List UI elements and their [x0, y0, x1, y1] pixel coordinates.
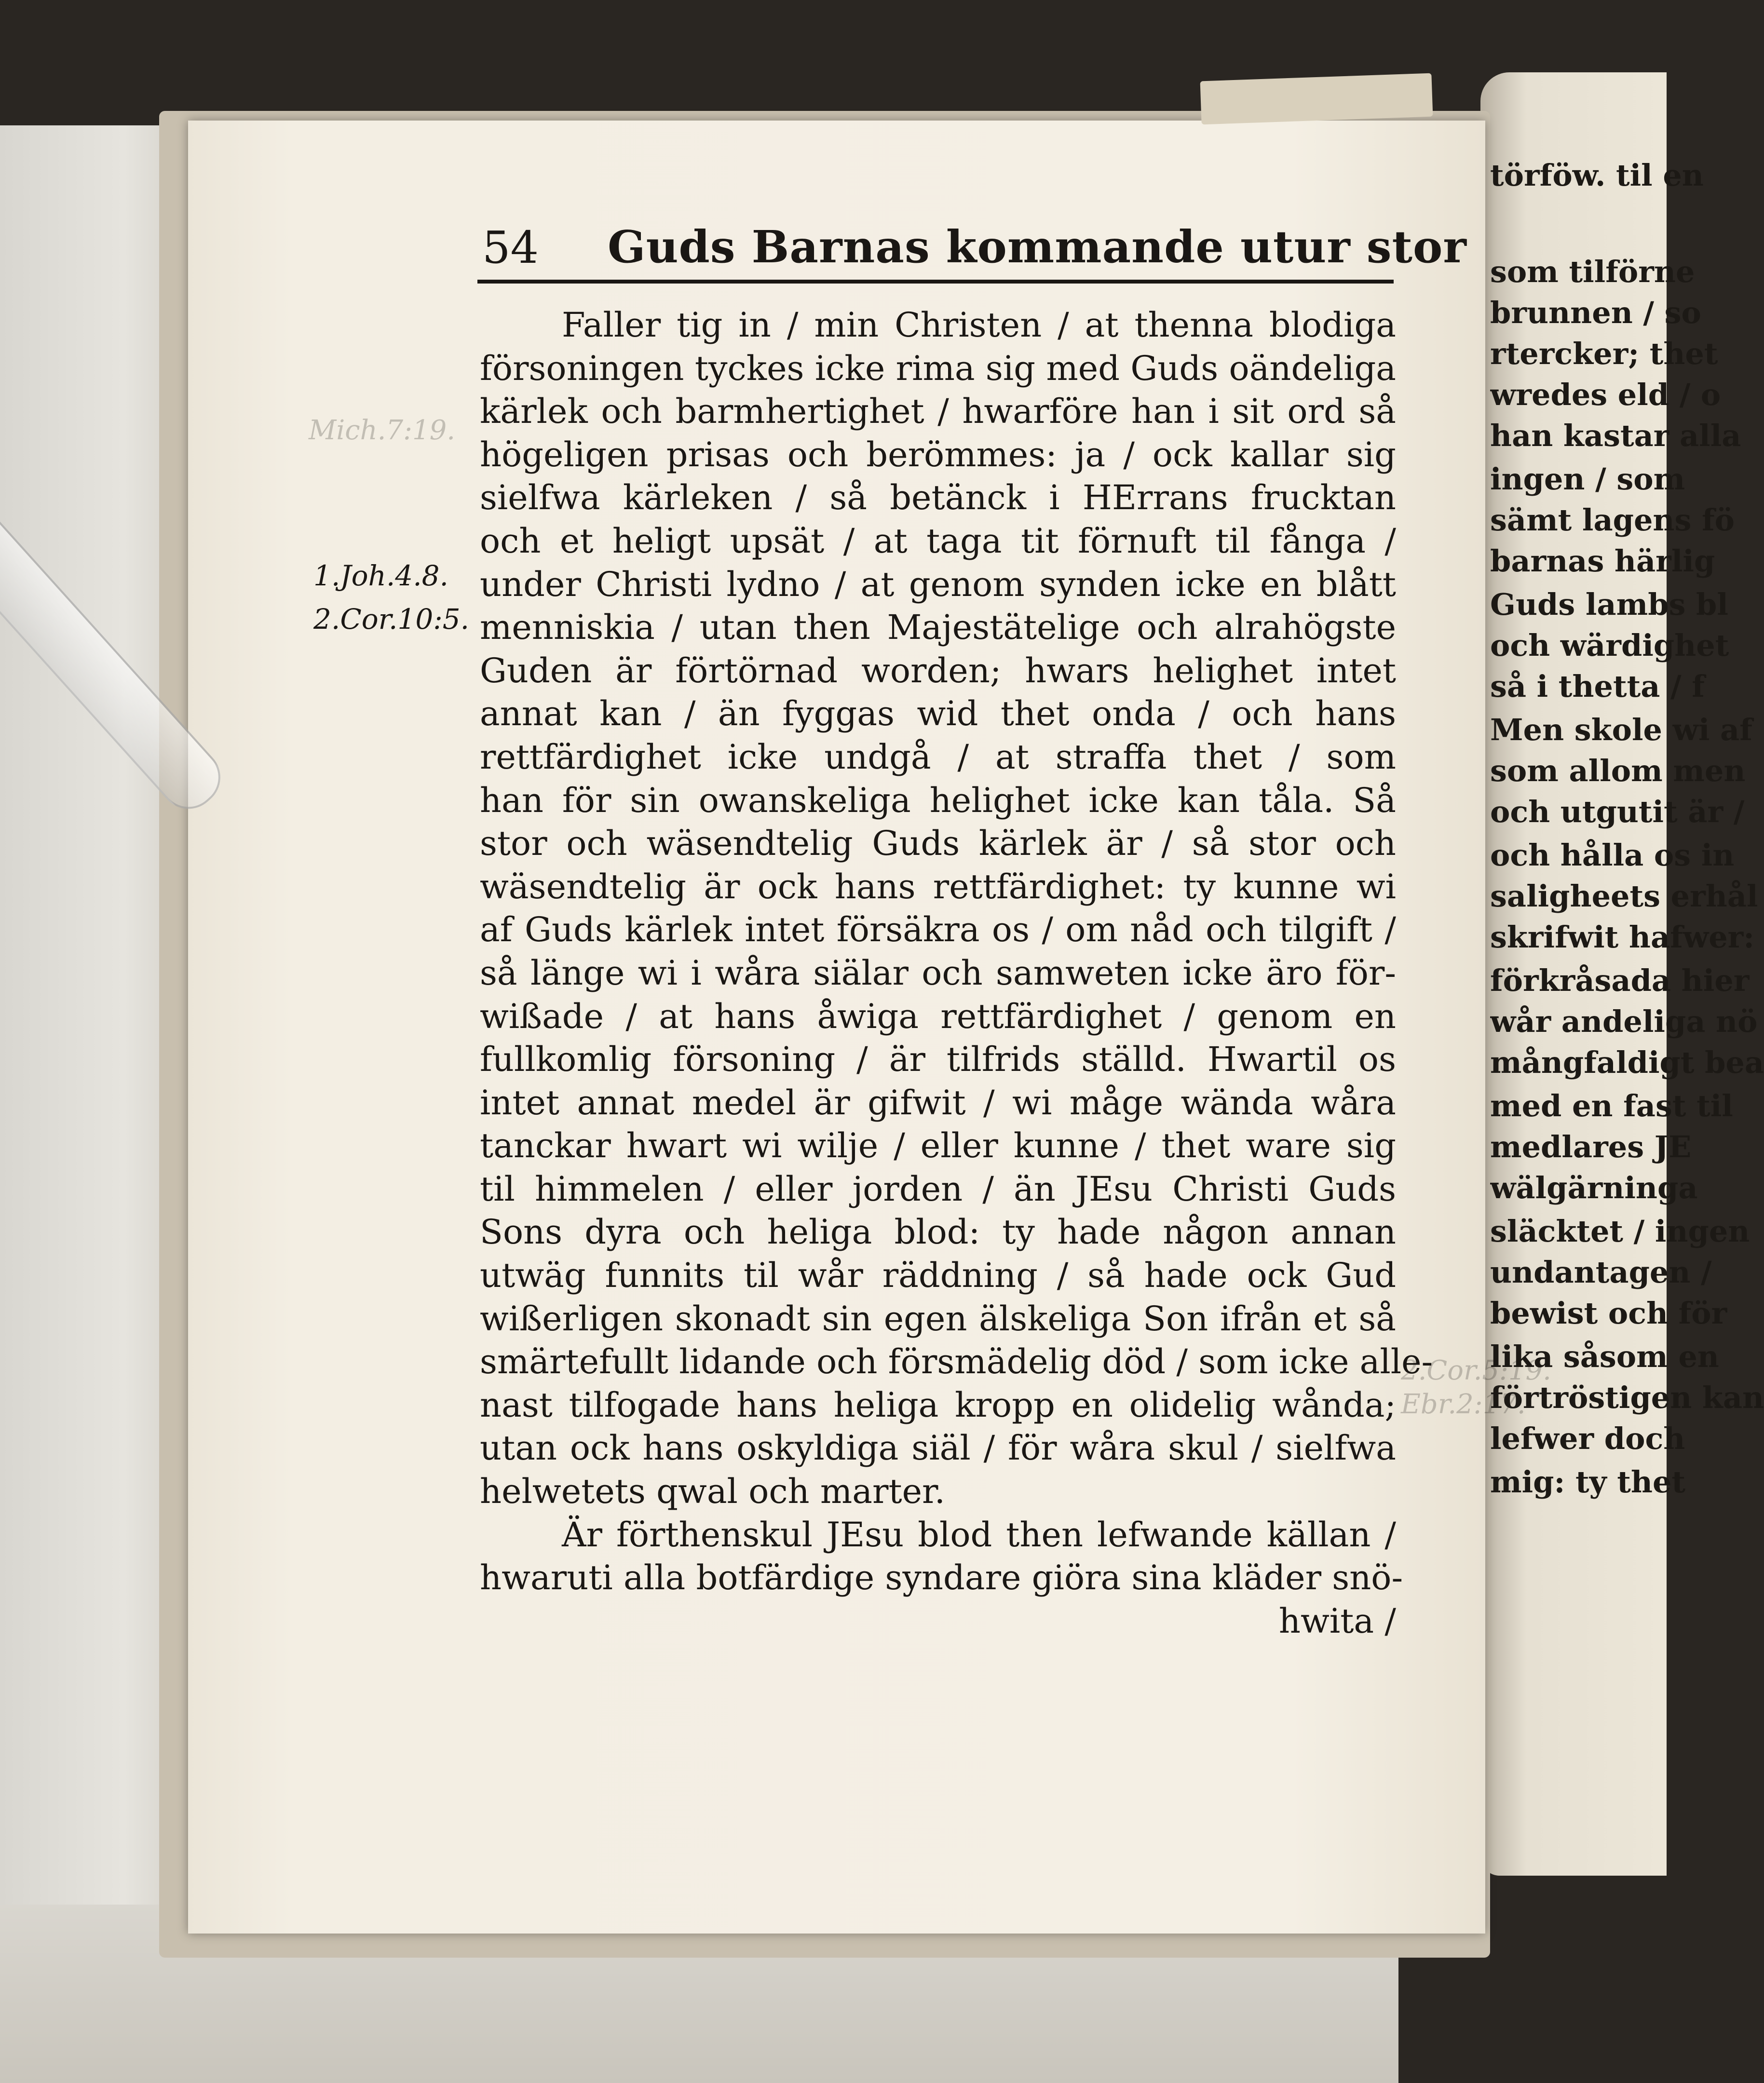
running-title: Guds Barnas kommande utur stor	[608, 221, 1467, 273]
text-line: tanckar hwart wi wilje / eller kunne / thet ware sig	[480, 1126, 1396, 1166]
text-line: Är förthenskul JEsu blod then lefwande källan /	[562, 1515, 1396, 1555]
facing-page-line: lefwer doch	[1490, 1421, 1685, 1456]
text-line: försoningen tyckes icke rima sig med Guds oändeliga	[480, 348, 1396, 388]
facing-page-line: som tilförne	[1490, 254, 1695, 289]
text-line: helwetets qwal och marter.	[480, 1472, 946, 1512]
text-line: fullkomlig försoning / är tilfrids ställd. Hwartil os	[480, 1040, 1396, 1080]
text-line: af Guds kärlek intet försäkra os / om nåd och tilgift /	[480, 910, 1396, 950]
facing-page-line: sämt lagens fö	[1490, 502, 1735, 538]
facing-page-line: förkråsada hier	[1490, 963, 1750, 998]
text-line: Faller tig in / min Christen / at thenna blodiga	[562, 305, 1396, 345]
text-line: wißerligen skonadt sin egen älskeliga Son ifrån et så	[480, 1298, 1396, 1339]
facing-page-line: och utgutit är /	[1490, 794, 1745, 829]
facing-page-line: och hålla os in	[1490, 838, 1735, 873]
text-line: stor och wäsendtelig Guds kärlek är / så stor och	[480, 824, 1396, 864]
text-line: utwäg funnits til wår räddning / så hade ock Gud	[480, 1256, 1396, 1296]
facing-page-line: undantagen /	[1490, 1255, 1712, 1290]
facing-page-line: mångfaldigt bea	[1490, 1045, 1764, 1080]
facing-page-line: förtröstigen kan	[1490, 1380, 1764, 1415]
page-header	[482, 212, 1467, 280]
header-rule	[477, 280, 1394, 284]
facing-page-line: Guds lambs bl	[1490, 587, 1728, 622]
facing-page-line: skrifwit hafwer:	[1490, 920, 1755, 955]
text-line: rettfärdighet icke undgå / at straffa thet / som	[480, 737, 1396, 777]
text-line: wäsendtelig är ock hans rettfärdighet: ty kunne wi	[480, 866, 1396, 906]
text-line: kärlek och barmhertighet / hwarföre han i sit ord så	[480, 392, 1396, 432]
text-line: under Christi lydno / at genom synden icke en blått	[480, 564, 1396, 604]
facing-page-line: wredes eld / o	[1490, 377, 1721, 412]
margin-note-cor: 2.Cor.10:5.	[313, 603, 470, 636]
facing-page-line: han kastar alla	[1490, 418, 1741, 453]
text-line: han för sin owanskeliga helighet icke kan tåla. Så	[480, 780, 1396, 820]
facing-page-line: wår andeliga nö	[1490, 1004, 1758, 1039]
text-line: menniskia / utan then Majestätelige och alrahögste	[480, 608, 1396, 648]
text-line: nast tilfogade hans heliga kropp en olidelig wånda;	[480, 1385, 1396, 1425]
facing-page-line: Men skole wi af	[1490, 712, 1752, 747]
margin-note-cor2: 2.Cor.5:19.	[1401, 1355, 1551, 1386]
facing-page-line: brunnen / so	[1490, 295, 1701, 330]
facing-page-line: så i thetta / f	[1490, 669, 1705, 704]
text-line: wißade / at hans åwiga rettfärdighet / genom en	[480, 996, 1396, 1036]
margin-note-ebr: Ebr.2:17.	[1401, 1389, 1526, 1420]
facing-page-line: med en fast til	[1490, 1088, 1733, 1123]
paper-tab	[1200, 73, 1433, 125]
facing-page-line: medlares JE	[1490, 1129, 1692, 1164]
facing-page-line: och wärdighet	[1490, 628, 1729, 663]
text-line: Sons dyra och heliga blod: ty hade någon annan	[480, 1212, 1396, 1252]
text-line: utan ock hans oskyldiga siäl / för wåra skul / sielfwa	[480, 1428, 1396, 1468]
text-line: til himmelen / eller jorden / än JEsu Christi Guds	[480, 1169, 1396, 1209]
text-line: intet annat medel är gifwit / wi måge wända wåra	[480, 1082, 1396, 1123]
body-text	[480, 304, 1433, 1643]
text-line: smärtefullt lidande och försmädelig död / som icke alle-	[480, 1342, 1433, 1382]
facing-page-line: wälgärninga	[1490, 1170, 1698, 1205]
text-line: hwita /	[1278, 1601, 1396, 1641]
text-line: högeligen prisas och berömmes: ja / ock kallar sig	[480, 434, 1396, 474]
facing-page-line: lika såsom en	[1490, 1339, 1719, 1374]
facing-page-line: som allom men	[1490, 753, 1746, 788]
margin-note-joh: 1.Joh.4.8.	[313, 559, 448, 592]
facing-page-line: bewist och för	[1490, 1296, 1727, 1331]
text-line: så länge wi i wåra siälar och samweten icke äro för-	[480, 953, 1396, 993]
text-line: och et heligt upsät / at taga tit förnuft til fånga /	[480, 521, 1396, 561]
facing-page-line: saligheets erhål	[1490, 879, 1758, 914]
facing-page	[1480, 72, 1764, 1876]
page-number: 54	[482, 222, 539, 273]
facing-page-line: mig: ty thet	[1490, 1464, 1686, 1500]
facing-page-line: rtercker; thet	[1490, 336, 1718, 371]
text-line: Guden är förtörnad worden; hwars helighet intet	[480, 650, 1396, 690]
text-line: sielfwa kärleken / så betänck i HErrans frucktan	[480, 478, 1396, 518]
facing-page-line: törföw. til en	[1490, 158, 1704, 193]
text-line: annat kan / än fyggas wid thet onda / och hans	[480, 694, 1396, 734]
margin-note-mich: Mich.7:19.	[309, 415, 456, 446]
text-line: hwaruti alla botfärdige syndare giöra sina kläder snö-	[480, 1558, 1403, 1598]
facing-page-line: ingen / som	[1490, 461, 1685, 497]
facing-page-line: barnas härlig	[1490, 543, 1715, 579]
facing-page-line: släcktet / ingen	[1490, 1214, 1750, 1249]
